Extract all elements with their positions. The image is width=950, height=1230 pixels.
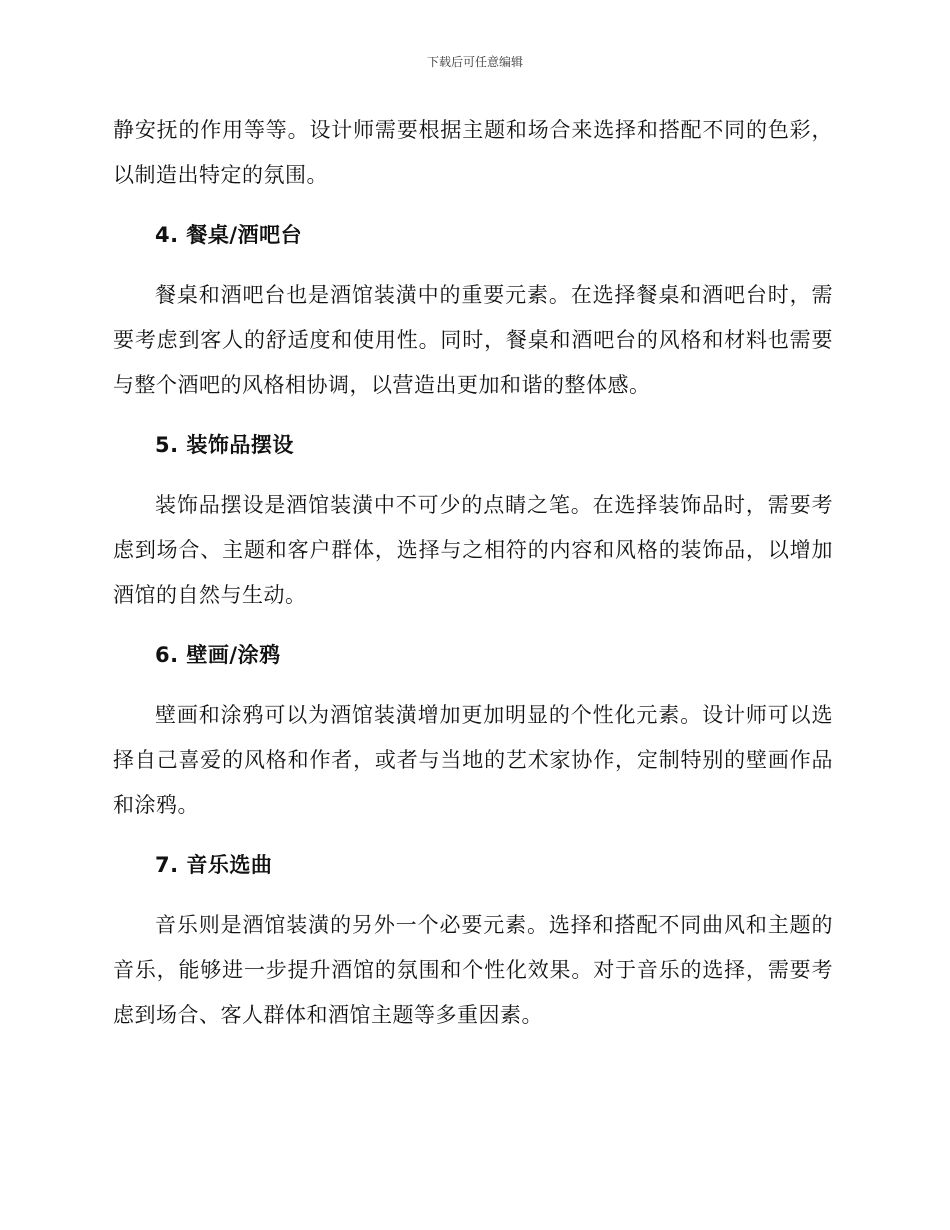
section-body-music-selection: 音乐则是酒馆装潢的另外一个必要元素。选择和搭配不同曲风和主题的音乐，能够进一步提升酒馆的氛围和个性化效果。对于音乐的选择，需要考虑到场合、客人群体和酒馆主题等多重因素。 [113,913,833,1027]
spacer [113,468,833,483]
spacer [113,678,833,693]
spacer [113,408,833,423]
document-body [113,108,833,1038]
section-heading-murals-graffiti: 6. 壁画/涂鸦 [155,643,281,667]
spacer [113,198,833,213]
spacer [113,618,833,633]
continued-paragraph: 静安抚的作用等等。设计师需要根据主题和场合来选择和搭配不同的色彩，以制造出特定的氛围。 [113,118,833,187]
spacer [113,828,833,843]
section-body-decorations: 装饰品摆设是酒馆装潢中不可少的点睛之笔。在选择装饰品时，需要考虑到场合、主题和客户群体，选择与之相符的内容和风格的装饰品，以增加酒馆的自然与生动。 [113,493,833,607]
section-body-murals-graffiti: 壁画和涂鸦可以为酒馆装潢增加更加明显的个性化元素。设计师可以选择自己喜爱的风格和作者，或者与当地的艺术家协作，定制特别的壁画作品和涂鸦。 [113,703,833,817]
spacer [113,888,833,903]
section-body-dining-table-bar: 餐桌和酒吧台也是酒馆装潢中的重要元素。在选择餐桌和酒吧台时，需要考虑到客人的舒适度和使用性。同时，餐桌和酒吧台的风格和材料也需要与整个酒吧的风格相协调，以营造出更加和谐的整体感。 [113,283,833,397]
section-heading-decorations: 5. 装饰品摆设 [155,433,294,457]
section-heading-music-selection: 7. 音乐选曲 [155,853,273,877]
spacer [113,258,833,273]
page-header-note: 下载后可任意编辑 [426,55,523,69]
section-heading-dining-table-bar: 4. 餐桌/酒吧台 [155,223,303,247]
